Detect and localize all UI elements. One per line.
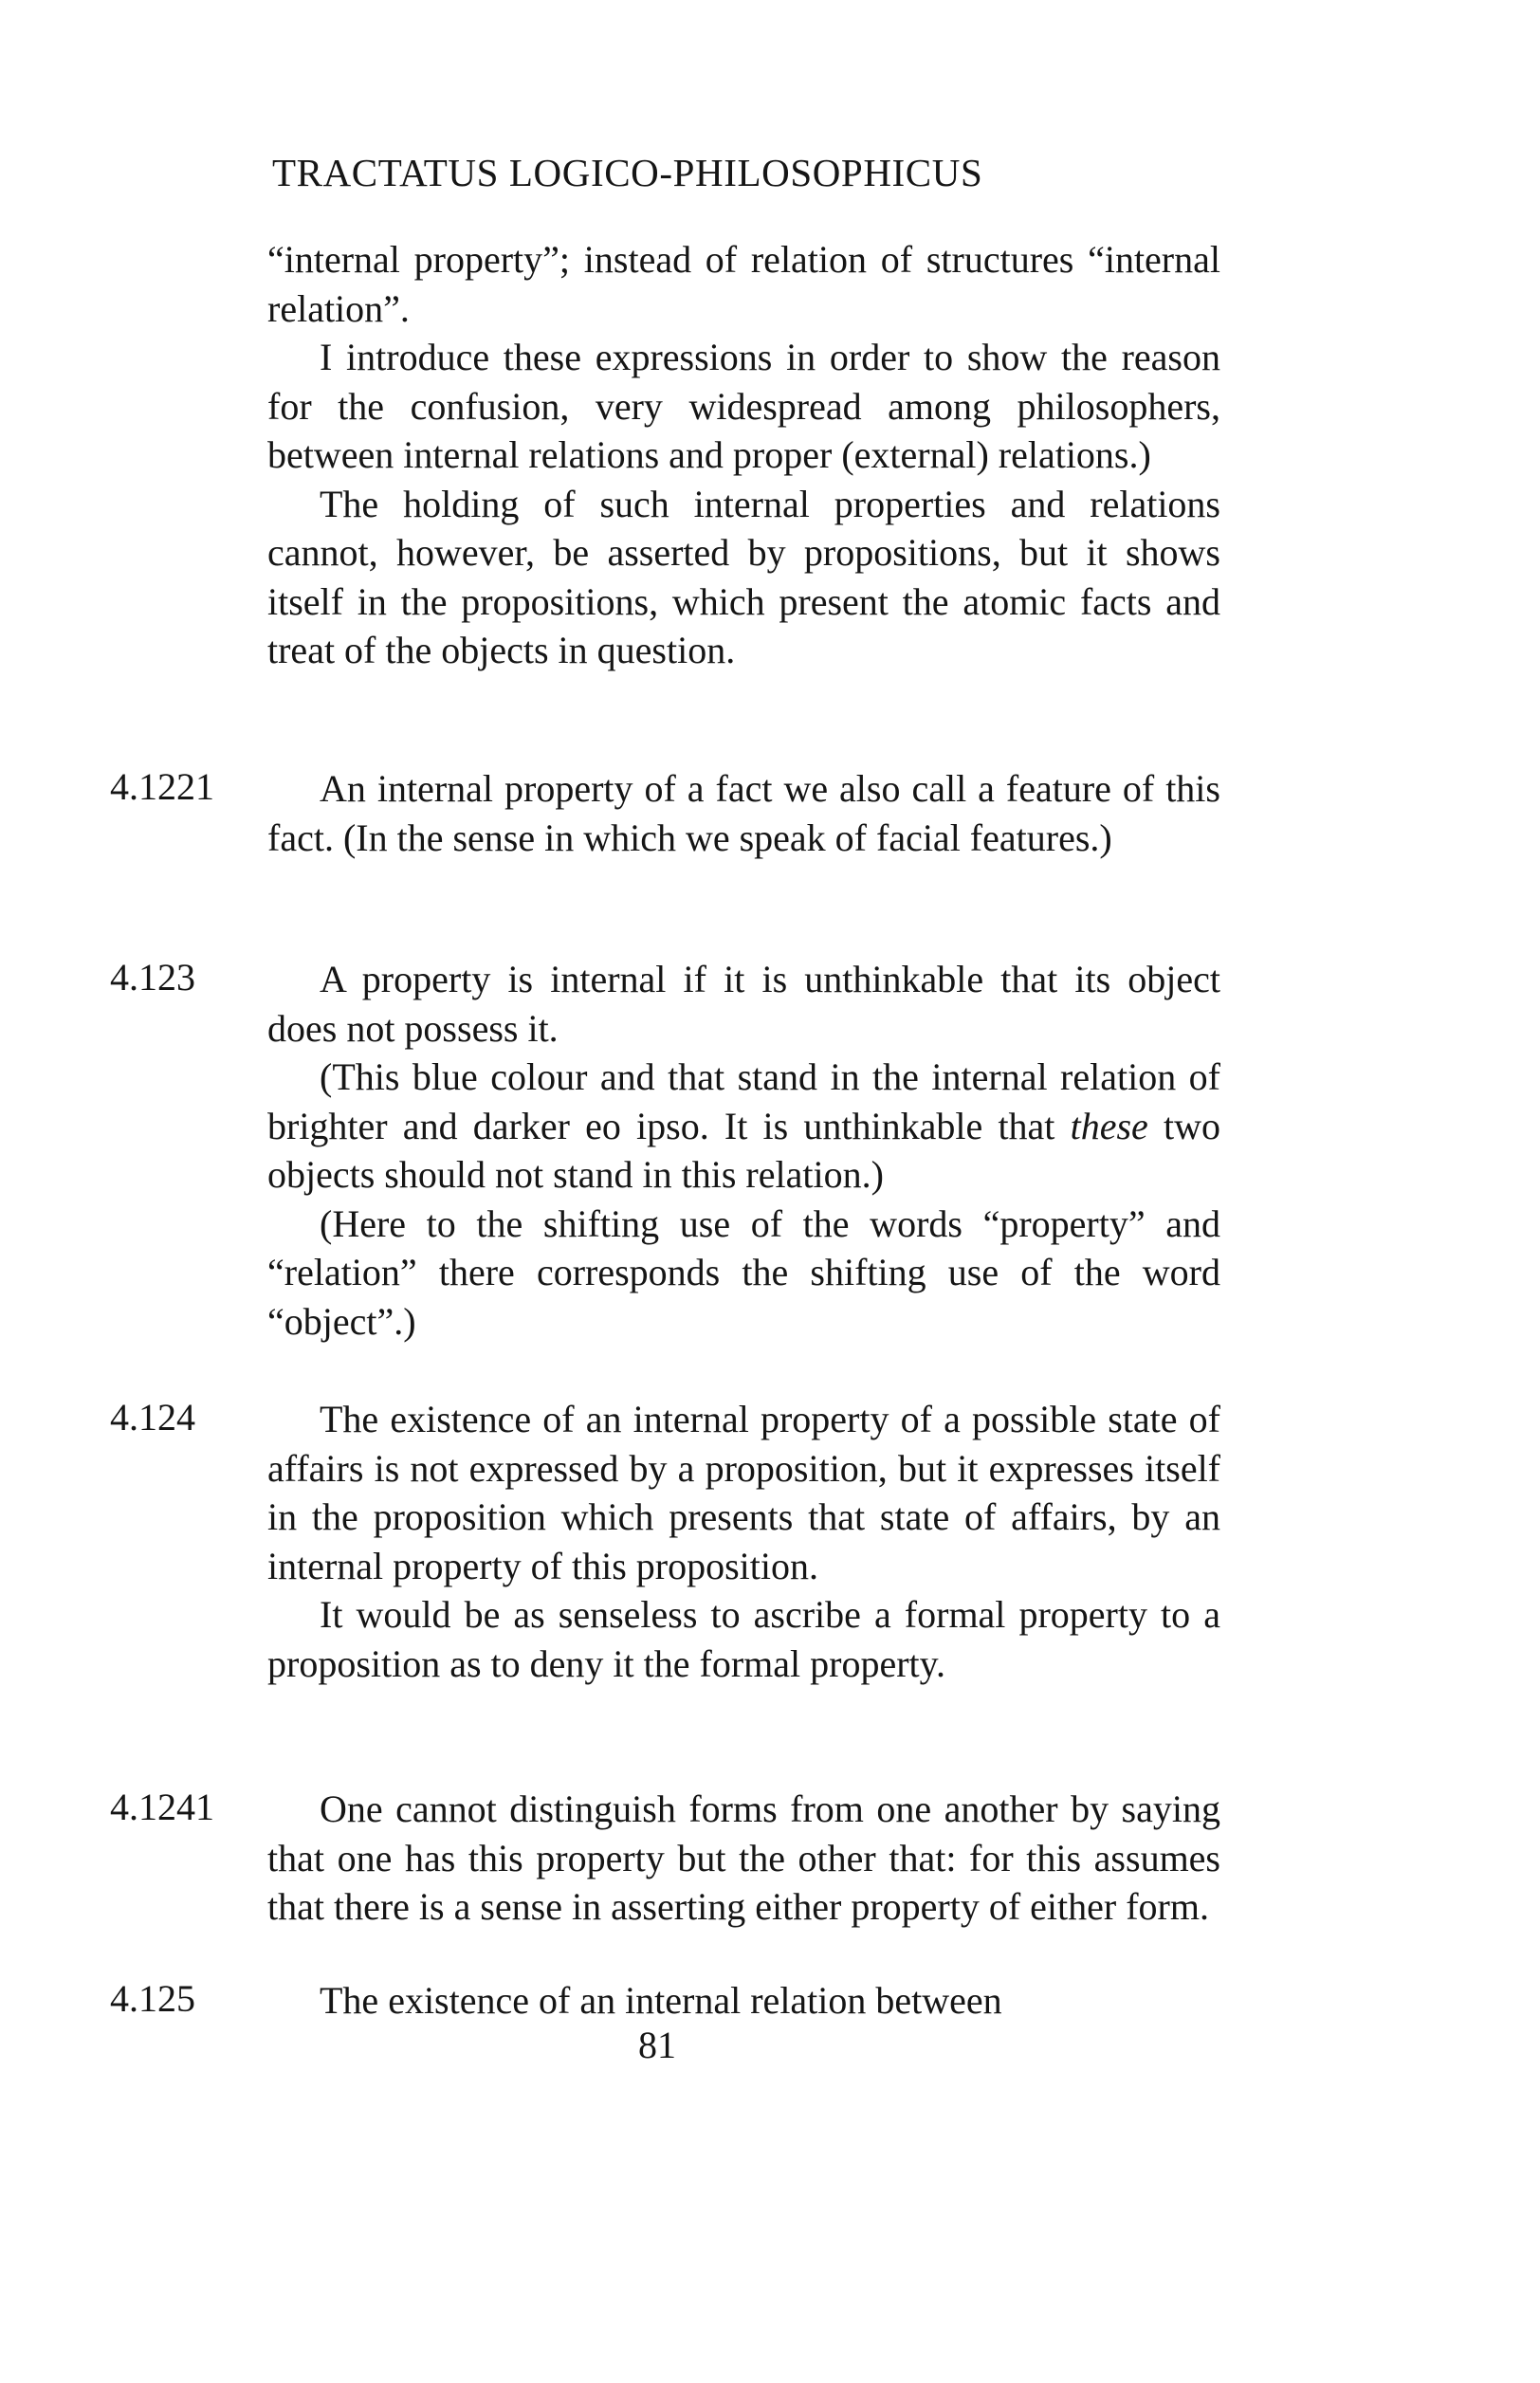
paragraph: An internal property of a fact we also call a feature of this fact. (In the sense in which we speak of facial features.) — [267, 767, 1220, 859]
paragraph: The holding of such internal properties and relations cannot, however, be asserted by propositions, but it shows itself in the propositions, which present the atomic facts and treat of the objects in question. — [267, 482, 1220, 671]
paragraph: (Here to the shifting use of the words “property” and “relation” there corresponds the shifting use of the word “object”.) — [267, 1201, 1220, 1343]
section-number: 4.123 — [110, 956, 195, 999]
section-text — [267, 1395, 1220, 1688]
emphasis: these — [1070, 1104, 1148, 1147]
section-number: 4.1241 — [110, 1786, 214, 1828]
section-number: 4.125 — [110, 1977, 195, 2020]
paragraph — [267, 1053, 1220, 1200]
section-number: 4.124 — [110, 1396, 195, 1439]
section-text — [267, 764, 1220, 862]
paragraph: A property is internal if it is unthinkable that its object does not possess it. — [267, 958, 1220, 1050]
page-number: 81 — [638, 2024, 676, 2066]
running-header: TRACTATUS LOGICO-PHILOSOPHICUS — [272, 151, 983, 194]
text-run: two objects should not stand in this relation.) — [267, 1104, 1221, 1196]
section-text — [267, 1785, 1220, 1932]
section-text — [267, 955, 1220, 1346]
paragraph: It would be as senseless to ascribe a formal property to a proposition as to deny it the formal property. — [267, 1593, 1220, 1685]
paragraph: The existence of an internal relation between — [320, 1979, 1002, 2022]
paragraph: One cannot distinguish forms from one another by saying that one has this property but the other that: for this assumes that there is a sense in asserting either property of either form. — [267, 1787, 1220, 1928]
continuation-paragraph: “internal property”; instead of relation of structures “internal relation”. — [267, 238, 1220, 330]
section-number: 4.1221 — [110, 765, 214, 808]
section-text — [267, 1976, 1220, 2026]
continued-text-block — [267, 235, 1220, 675]
paragraph: I introduce these expressions in order to show the reason for the confusion, very widespread among philosophers, between internal relations and proper (external) relations.) — [267, 336, 1220, 476]
paragraph: The existence of an internal property of a possible state of affairs is not expressed by a proposition, but it expresses itself in the proposition which presents that state of affairs, by an internal property of this proposition. — [267, 1398, 1220, 1587]
text-run: (This blue colour and that stand in the internal relation of brighter and darker eo ipso. It is unthinkable that — [267, 1055, 1220, 1147]
